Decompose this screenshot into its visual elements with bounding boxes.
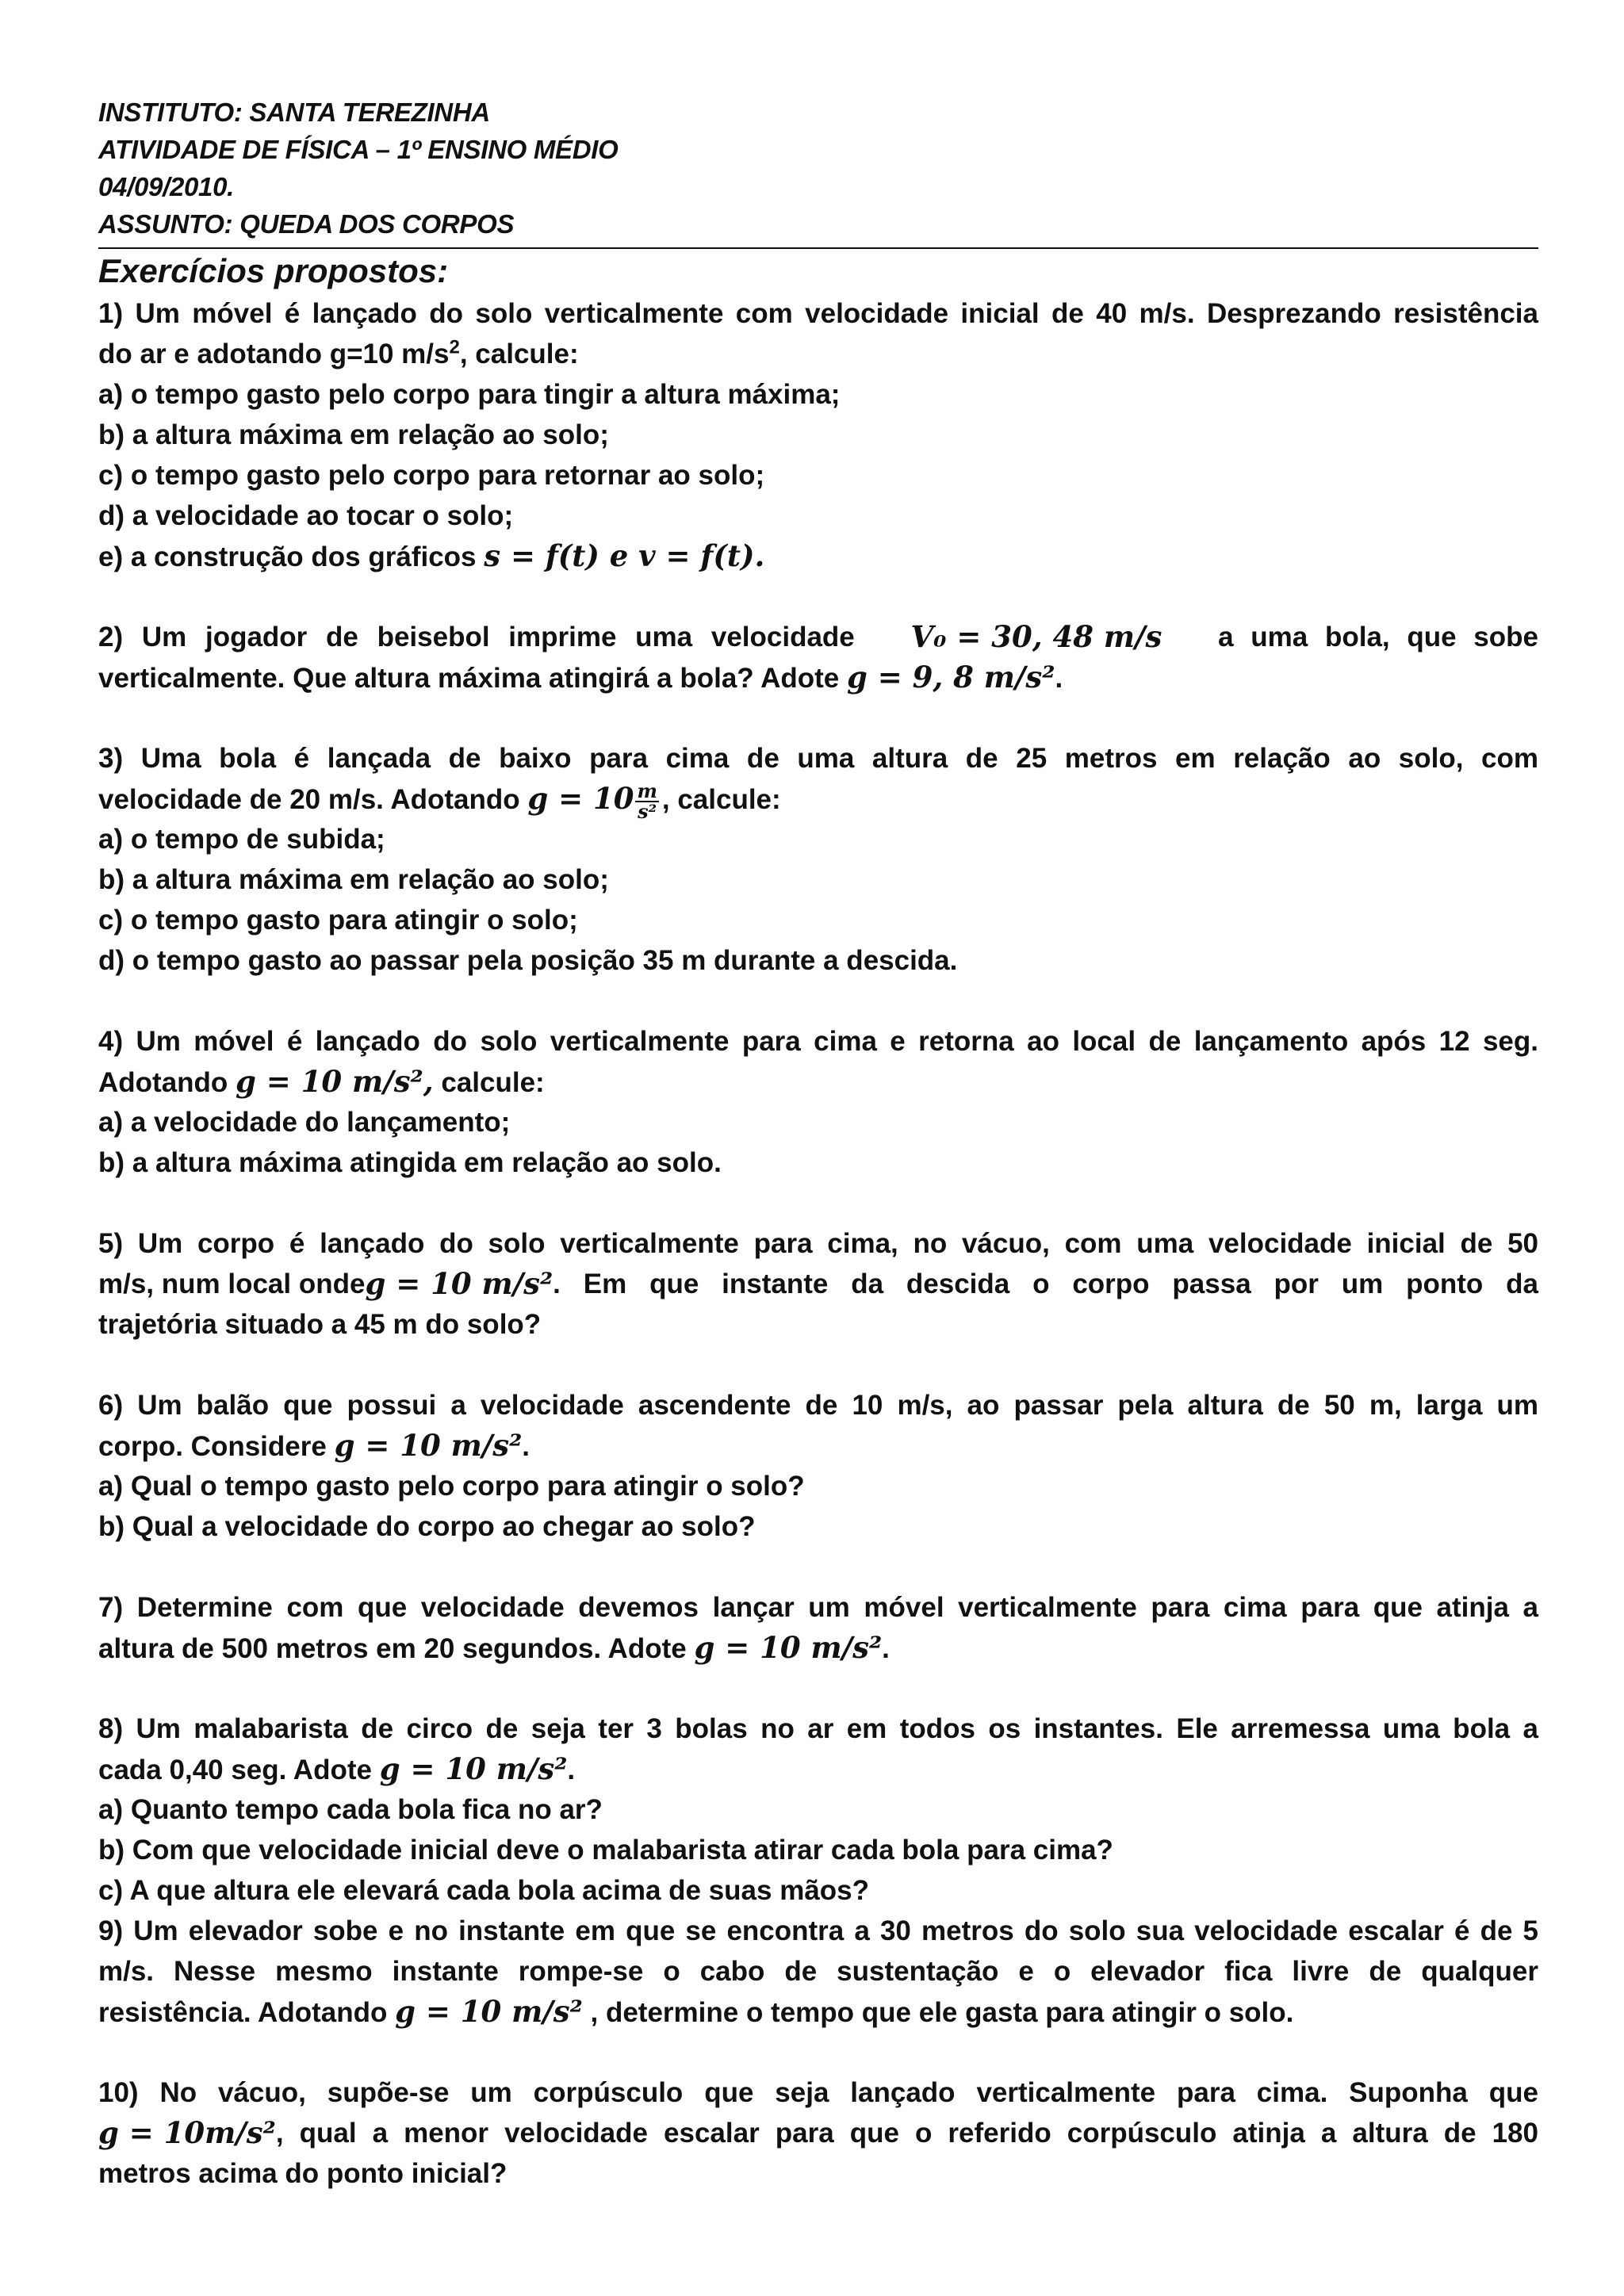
ex1-item-e: e) a construção dos gráficos s = f(t) e v = f(t). [98, 538, 765, 573]
ex5-line-2: m/s, num local onde g = 10 m/s² . Em que instante da descida o corpo passa por um ponto da [98, 1264, 1538, 1304]
ex1-item-b: b) a altura máxima em relação ao solo; [98, 419, 609, 450]
ex4-item-a: a) a velocidade do lançamento; [98, 1107, 511, 1138]
exercise-1 [98, 293, 1538, 576]
exercise-8 [98, 1709, 1538, 1911]
date-line: 04/09/2010. [98, 172, 235, 201]
ex6-item-a: a) Qual o tempo gasto pelo corpo para atingir o solo? [98, 1471, 805, 1502]
ex8-line-2: cada 0,40 seg. Adote g = 10 m/s². [98, 1751, 576, 1786]
exercise-7 [98, 1587, 1538, 1668]
institute-line: INSTITUTO: SANTA TEREZINHA [98, 98, 490, 127]
gravity-formula: g = 10 m/s² [334, 1428, 523, 1463]
ex3-line-2: velocidade de 20 m/s. Adotando g = 10 $\frac{m}{\text{s²}}$ , calcule: [98, 779, 781, 823]
ex3-item-a: a) o tempo de subida; [98, 824, 385, 855]
gravity-formula: g = 9, 8 m/s² [847, 660, 1055, 695]
initial-velocity-formula: V₀ = 30, 48 m/s [910, 619, 1162, 654]
ex10-line-1: 10) No vácuo, supõe-se um corpúsculo que seja lançado verticalmente para cima. Suponha que [98, 2077, 1538, 2108]
ex9-line-3: resistência. Adotando g = 10 m/s² , determine o tempo que ele gasta para atingir o solo. [98, 1994, 1294, 2029]
ex8-line-1: 8) Um malabarista de circo de seja ter 3 bolas no ar em todos os instantes. Ele arremessa uma bola a [98, 1713, 1538, 1744]
ex4-line-2: Adotando g = 10 m/s², calcule: [98, 1064, 545, 1099]
exercise-5 [98, 1223, 1538, 1345]
gravity-formula: g = 10 m/s² [694, 1630, 883, 1665]
ex1-item-d: d) a velocidade ao tocar o solo; [98, 500, 514, 531]
exercise-6 [98, 1385, 1538, 1547]
ex6-line-1: 6) Um balão que possui a velocidade ascendente de 10 m/s, ao passar pela altura de 50 m, larga um [98, 1390, 1538, 1421]
ex8-item-c: c) A que altura ele elevará cada bola acima de suas mãos? [98, 1875, 870, 1906]
exponent: 2 [449, 336, 460, 358]
ex9-line-1: 9) Um elevador sobe e no instante em que se encontra a 30 metros do solo sua velocidade escalar é de 5 [98, 1915, 1538, 1946]
ex2-line-2: verticalmente. Que altura máxima atingirá a bola? Adote g = 9, 8 m/s². [98, 660, 1063, 695]
ex7-line-1: 7) Determine com que velocidade devemos lançar um móvel verticalmente para cima para que atinja a [98, 1592, 1538, 1623]
gravity-formula: g = 10 [527, 781, 634, 816]
ex3-item-c: c) o tempo gasto para atingir o solo; [98, 905, 578, 936]
ex7-line-2: altura de 500 metros em 20 segundos. Adote g = 10 m/s². [98, 1630, 890, 1665]
ex1-line-2: do ar e adotando g=10 $m/s^2$, calcule: [98, 336, 579, 369]
ex10-line-3: metros acima do ponto inicial? [98, 2158, 508, 2189]
ex6-line-2: corpo. Considere g = 10 m/s². [98, 1428, 530, 1463]
activity-line: ATIVIDADE DE FÍSICA – 1º ENSINO MÉDIO [98, 135, 619, 164]
gravity-formula: g = 10 m/s² [379, 1751, 568, 1786]
ex3-line-1: 3) Uma bola é lançada de baixo para cima de uma altura de 25 metros em relação ao solo, com [98, 743, 1538, 774]
ex2-line-1: 2) Um jogador de beisebol imprime uma velocidade V₀ = 30, 48 m/s a uma bola, que sobe [98, 617, 1538, 657]
ex1-item-a: a) o tempo gasto pelo corpo para tingir a altura máxima; [98, 379, 841, 410]
gravity-formula: g = 10 m/s², [236, 1064, 434, 1099]
ex5-line-3: trajetória situado a 45 m do solo? [98, 1309, 542, 1340]
exercise-9 [98, 1911, 1538, 2032]
exercise-3 [98, 738, 1538, 981]
exercise-2 [98, 617, 1538, 698]
section-title: Exercícios propostos: [98, 252, 449, 289]
gravity-formula: g = 10m/s² [98, 2115, 276, 2150]
ex3-item-b: b) a altura máxima em relação ao solo; [98, 864, 609, 895]
exercise-10 [98, 2072, 1538, 2194]
ex6-item-b: b) Qual a velocidade do corpo ao chegar ao solo? [98, 1511, 756, 1542]
ex4-item-b: b) a altura máxima atingida em relação ao solo. [98, 1147, 722, 1178]
ex9-line-2: m/s. Nesse mesmo instante rompe-se o cabo de sustentação e o elevador fica livre de qualquer [98, 1956, 1538, 1987]
subject-line: ASSUNTO: QUEDA DOS CORPOS [98, 209, 515, 239]
gravity-formula: g = 10 m/s² [365, 1266, 553, 1301]
ex3-item-d: d) o tempo gasto ao passar pela posição 35 m durante a descida. [98, 945, 958, 976]
ex5-line-1: 5) Um corpo é lançado do solo verticalmente para cima, no vácuo, com uma velocidade inicial de 50 [98, 1228, 1538, 1259]
worksheet-page [98, 94, 1538, 2194]
ex10-line-2: g = 10m/s² , qual a menor velocidade escalar para que o referido corpúsculo atinja a altura de 180 [98, 2113, 1538, 2153]
graph-formula: s = f(t) e v = f(t). [484, 538, 765, 573]
gravity-formula: g = 10 m/s² [395, 1994, 583, 2029]
ex8-item-b: b) Com que velocidade inicial deve o malabarista atirar cada bola para cima? [98, 1835, 1113, 1866]
exercise-4 [98, 1021, 1538, 1183]
ex1-item-c: c) o tempo gasto pelo corpo para retornar ao solo; [98, 460, 765, 491]
document-header [98, 94, 1538, 249]
unit-fraction: $\frac{m}{\text{s²}}$ [637, 779, 657, 823]
ex8-item-a: a) Quanto tempo cada bola fica no ar? [98, 1794, 603, 1825]
ex1-line-1: 1) Um móvel é lançado do solo verticalmente com velocidade inicial de 40 m/s. Desprezando resistência [98, 298, 1538, 329]
ex4-line-1: 4) Um móvel é lançado do solo verticalmente para cima e retorna ao local de lançamento após 12 seg. [98, 1026, 1538, 1057]
